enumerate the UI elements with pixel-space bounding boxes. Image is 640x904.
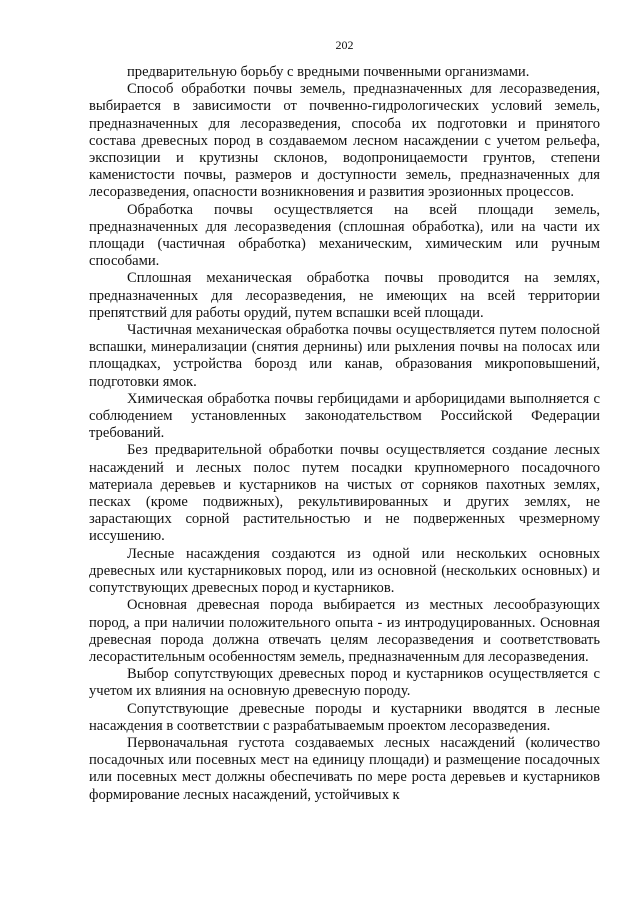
paragraph-8: Лесные насаждения создаются из одной или нескольких основных древесных или кустарниковых пород, или из основной (нескольких основных) и сопутствующих древесных пород и кустарников. — [89, 545, 600, 597]
paragraph-2: Способ обработки почвы земель, предназначенных для лесоразведения, выбирается в зависимости от почвенно-гидрологических условий земель, предназначенных для лесоразведения, способа их подготовки и принятого состава древесных пород в создаваемом лесном насаждении с учетом рельефа, экспозиции и крутизны склонов, водопроницаемости грунтов, степени каменистости почвы, размеров и доступности земель, предназначенных для лесоразведения, опасности возникновения и развития эрозионных процессов. — [89, 81, 600, 201]
paragraph-6: Химическая обработка почвы гербицидами и арборицидами выполняется с соблюдением установленных законодательством Российской Федерации требований. — [89, 390, 600, 442]
paragraph-7: Без предварительной обработки почвы осуществляется создание лесных насаждений и лесных полос путем посадки крупномерного посадочного материала деревьев и кустарников на чистых от сорняков пахотных землях, песках (кроме подвижных), рекультивированных и других землях, не зарастающих сорной растительностью и не подверженных чрезмерному иссушению. — [89, 442, 600, 545]
paragraph-4: Сплошная механическая обработка почвы проводится на землях, предназначенных для лесоразведения, не имеющих на всей территории препятствий для работы орудий, путем вспашки всей площади. — [89, 270, 600, 321]
paragraph-11: Сопутствующие древесные породы и кустарники вводятся в лесные насаждения в соответствии с разрабатываемым проектом лесоразведения. — [89, 700, 600, 734]
paragraph-12: Первоначальная густота создаваемых лесных насаждений (количество посадочных или посевных мест на единицу площади) и размещение посадочных или посевных мест должны обеспечивать по мере роста деревьев и кустарников формирование лесных насаждений, устойчивых к — [89, 734, 600, 803]
paragraph-5: Частичная механическая обработка почвы осуществляется путем полосной вспашки, минерализации (снятия дернины) или рыхления почвы на полосах или площадках, устройства борозд или канав, образования микроповышений, подготовки ямок. — [89, 322, 600, 390]
paragraph-3: Обработка почвы осуществляется на всей площади земель, предназначенных для лесоразведения (сплошная обработка), или на части их площади (частичная обработка) механическим, химическим или ручным способами. — [89, 201, 600, 270]
paragraph-10: Выбор сопутствующих древесных пород и кустарников осуществляется с учетом их влияния на основную древесную породу. — [89, 666, 600, 700]
page-number: 202 — [335, 38, 354, 52]
paragraph-1: предварительную борьбу с вредными почвенными организмами. — [127, 64, 530, 80]
paragraph-9: Основная древесная порода выбирается из местных лесообразующих пород, а при наличии положительного опыта - из интродуцированных. Основная древесная порода должна отвечать целям лесоразведения и соответствовать лесорастительным особенностям земель, предназначенным для лесоразведения. — [89, 597, 600, 665]
